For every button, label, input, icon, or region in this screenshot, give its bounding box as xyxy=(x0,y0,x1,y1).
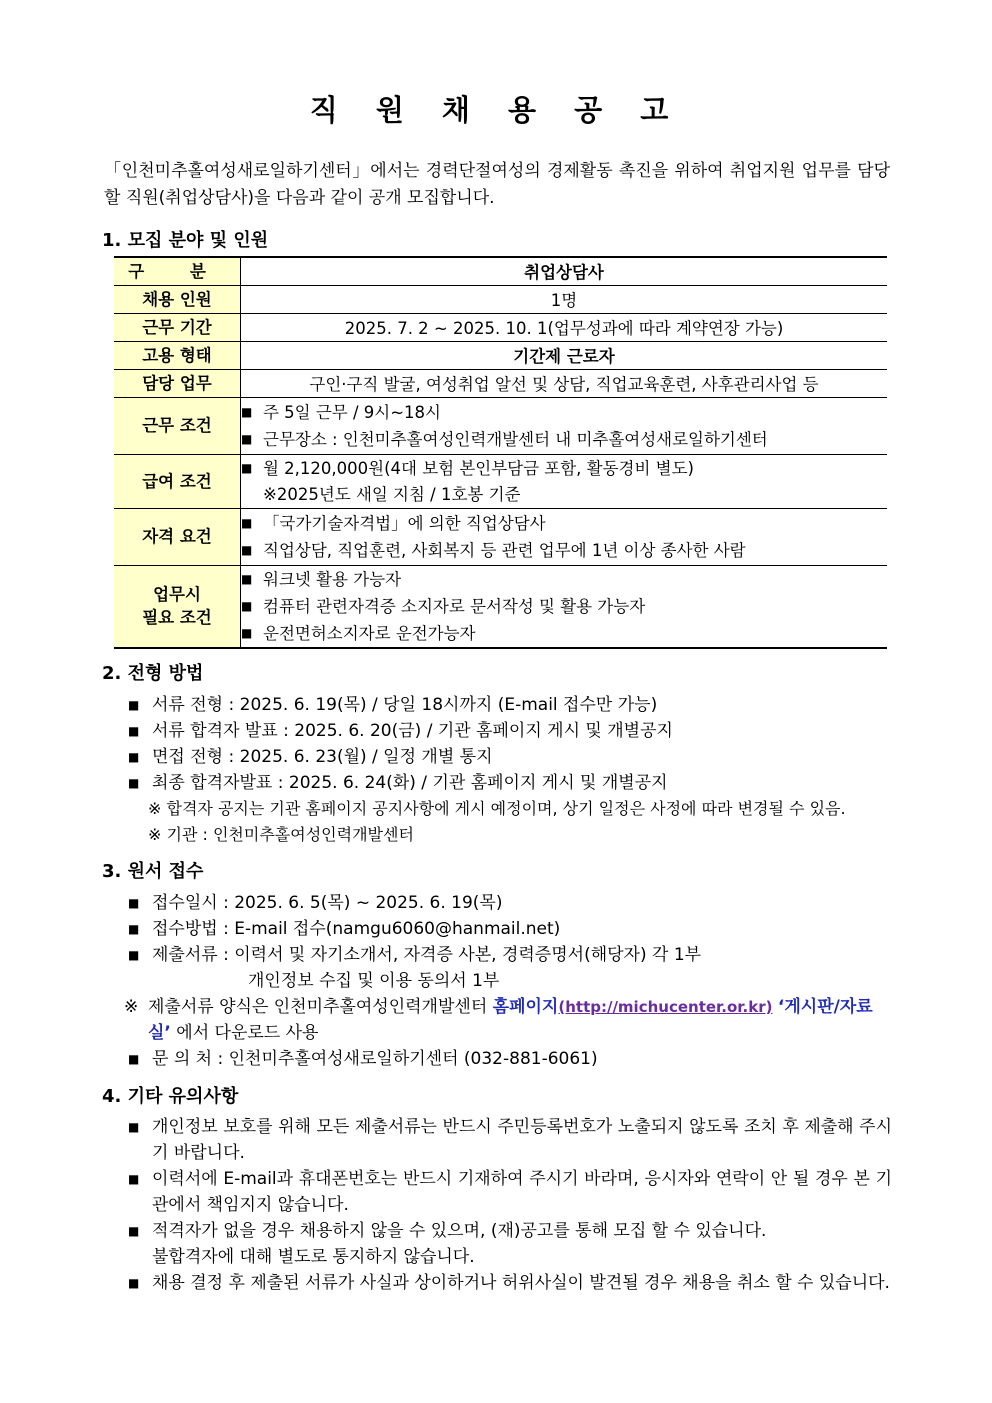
row-value xyxy=(241,565,888,648)
list-item: ■ 접수방법 : E-mail 접수(namgu6060@hanmail.net) xyxy=(128,916,892,942)
table-row xyxy=(114,285,887,313)
intro-paragraph: 「인천미추홀여성새로일하기센터」에서는 경력단절여성의 경제활동 촉진을 위하여 취업지원 업무를 담당할 직원(취업상담사)을 다음과 같이 공개 모집합니다. xyxy=(104,161,890,208)
table-row xyxy=(114,257,887,285)
list-item: ■ 채용 결정 후 제출된 서류가 사실과 상이하거나 허위사실이 발견될 경우 채용을 취소 할 수 있습니다. xyxy=(128,1270,892,1296)
row-label: 담당 업무 xyxy=(114,369,241,397)
row-label: 급여 조건 xyxy=(114,454,241,508)
section-2-heading: 2. 전형 방법 xyxy=(102,663,204,684)
row-label: 구 분 xyxy=(114,257,241,285)
section-4-list xyxy=(128,1114,892,1296)
row-value: 1명 xyxy=(241,285,888,313)
list-item: ■ 근무장소 : 인천미추홀여성인력개발센터 내 미추홀여성새로일하기센터 xyxy=(241,426,887,453)
list-item: ■ 서류 전형 : 2025. 6. 19(목) / 당일 18시까지 (E-mail 접수만 가능) xyxy=(128,692,892,718)
list-item: ■ 「국가기술자격법」에 의한 직업상담사 xyxy=(241,510,887,537)
table-row xyxy=(114,454,887,508)
row-label: 채용 인원 xyxy=(114,285,241,313)
list-item: ■ 월 2,120,000원(4대 보험 본인부담금 포함, 활동경비 별도) xyxy=(241,455,887,482)
row-label: 자격 요건 xyxy=(114,508,241,565)
list-item: ■ 적격자가 없을 경우 채용하지 않을 수 있으며, (재)공고를 통해 모집 할 수 있습니다. xyxy=(128,1218,892,1244)
row-label: 근무 기간 xyxy=(114,313,241,341)
row-value: 구인·구직 발굴, 여성취업 알선 및 상담, 직업교육훈련, 사후관리사업 등 xyxy=(241,369,888,397)
row-label: 근무 조건 xyxy=(114,397,241,454)
row-label-line: 필요 조건 xyxy=(142,608,212,627)
list-item: ■ 최종 합격자발표 : 2025. 6. 24(화) / 기관 홈페이지 게시 및 개별공지 xyxy=(128,770,892,796)
list-item: ■ 워크넷 활용 가능자 xyxy=(241,566,887,593)
list-item: ■ 이력서에 E-mail과 휴대폰번호는 반드시 기재하여 주시기 바라며, 응시자와 연락이 안 될 경우 본 기관에서 책임지지 않습니다. xyxy=(128,1166,892,1218)
section-4-heading: 4. 기타 유의사항 xyxy=(102,1086,239,1107)
organization-note: ※ 기관 : 인천미추홀여성인력개발센터 xyxy=(148,825,414,844)
board-link-label: ‘게시판/자료실’ xyxy=(148,997,873,1043)
list-item: ■ 개인정보 보호를 위해 모든 제출서류는 반드시 주민등록번호가 노출되지 않도록 조치 후 제출해 주시기 바랍니다. xyxy=(128,1114,892,1166)
page-title: 직 원 채 용 공 고 xyxy=(309,93,683,127)
list-item: ■ 운전면허소지자로 운전가능자 xyxy=(241,620,887,647)
list-item: ■ 문 의 처 : 인천미추홀여성새로일하기센터 (032-881-6061) xyxy=(128,1046,892,1072)
list-item: ■ 제출서류 : 이력서 및 자기소개서, 자격증 사본, 경력증명서(해당자) 각 1부 xyxy=(128,942,892,968)
list-item-continuation xyxy=(128,1244,892,1270)
row-value: 기간제 근로자 xyxy=(241,341,888,369)
row-value xyxy=(241,508,888,565)
note-text: 제출서류 양식은 인천미추홀여성인력개발센터 xyxy=(148,997,488,1017)
note-text-suffix: 에서 다운로드 사용 xyxy=(176,1023,319,1043)
section-3-heading: 3. 원서 접수 xyxy=(102,861,204,882)
list-item: ■ 직업상담, 직업훈련, 사회복지 등 관련 업무에 1년 이상 종사한 사람 xyxy=(241,537,887,564)
table-row xyxy=(114,313,887,341)
list-item: ■ 주 5일 근무 / 9시~18시 xyxy=(241,399,887,426)
list-item: ■ 접수일시 : 2025. 6. 5(목) ~ 2025. 6. 19(목) xyxy=(128,890,892,916)
table-row xyxy=(114,397,887,454)
row-label xyxy=(114,565,241,648)
table-row xyxy=(114,565,887,648)
schedule-note: ※ 합격자 공지는 기관 홈페이지 공지사항에 게시 예정이며, 상기 일정은 사정에 따라 변경될 수 있음. xyxy=(148,799,846,818)
row-label-line: 업무시 xyxy=(153,585,201,604)
table-row xyxy=(114,341,887,369)
list-item: ■ 컴퓨터 관련자격증 소지자로 문서작성 및 활용 가능자 xyxy=(241,593,887,620)
row-value: 2025. 7. 2 ~ 2025. 10. 1(업무성과에 따라 계약연장 가능) xyxy=(241,313,888,341)
list-item: ■ 서류 합격자 발표 : 2025. 6. 20(금) / 기관 홈페이지 게시 및 개별공지 xyxy=(128,718,892,744)
section-1-heading: 1. 모집 분야 및 인원 xyxy=(102,230,269,251)
row-label: 고용 형태 xyxy=(114,341,241,369)
table-row xyxy=(114,369,887,397)
homepage-link[interactable]: (http://michucenter.or.kr) xyxy=(558,998,773,1016)
note-mark: ※ xyxy=(124,997,139,1017)
homepage-link-label: 홈페이지 xyxy=(492,997,559,1017)
list-item-continuation: 개인정보 수집 및 이용 동의서 1부 xyxy=(248,971,500,991)
row-value: 취업상담사 xyxy=(241,257,888,285)
row-value xyxy=(241,454,888,508)
form-download-note xyxy=(124,994,892,1046)
list-item: ■ 면접 전형 : 2025. 6. 23(월) / 일정 개별 통지 xyxy=(128,744,892,770)
table-row xyxy=(114,508,887,565)
row-value xyxy=(241,397,888,454)
salary-note: ※2025년도 새일 지침 / 1호봉 기준 xyxy=(263,484,521,504)
section-2-list xyxy=(128,692,892,848)
list-item-continuation-text: 불합격자에 대해 별도로 통지하지 않습니다. xyxy=(152,1247,475,1267)
recruitment-table xyxy=(114,256,887,649)
section-3-list xyxy=(124,890,892,1072)
